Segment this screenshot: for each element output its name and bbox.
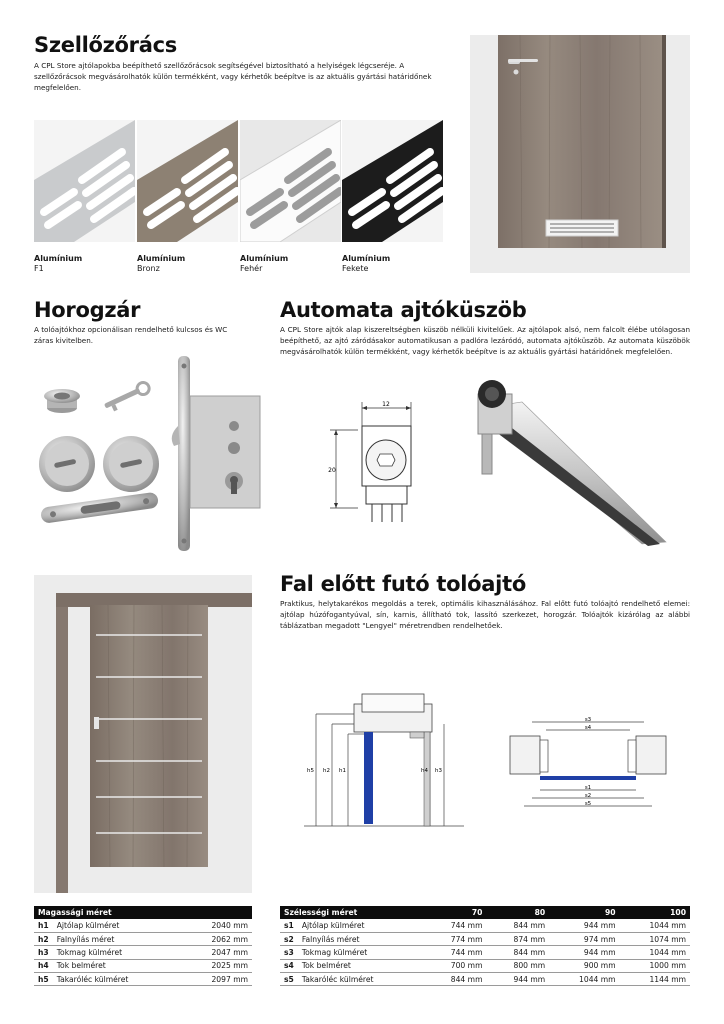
vent-text: A CPL Store ajtólapokba beépíthető szellőzőrácsok segítségével biztosítható a helyiségek légcseréje. A szellőzőrácsok megvásárolhatók külön termékként, vagy kérhetők beépítve is az aktuális gyártási határidőnek megfelelően. <box>34 61 432 92</box>
table-row: s3 Tokmag külméret 744 mm 844 mm 944 mm 1044 mm <box>280 946 690 959</box>
table-row: h2 Falnyílás méret 2062 mm <box>34 932 252 945</box>
door-vent-photo <box>470 35 690 273</box>
table-row: s4 Tok belméret 700 mm 800 mm 900 mm 1000 mm <box>280 959 690 972</box>
table-row: h4 Tok belméret 2025 mm <box>34 959 252 972</box>
vent-title: Szellőzőrács <box>34 33 177 57</box>
side-label-h1: h1 <box>339 768 346 774</box>
plan-label-s1: s1 <box>584 785 592 791</box>
width-col-80: 80 <box>486 906 549 919</box>
hook-lock-photo <box>34 356 264 551</box>
vent-swatch-bronz <box>137 120 238 242</box>
plan-label-s2: s2 <box>584 793 592 799</box>
side-label-h3: h3 <box>435 768 442 774</box>
side-label-h2: h2 <box>323 768 330 774</box>
table-row: s1 Ajtólap külméret 744 mm 844 mm 944 mm 1044 mm <box>280 919 690 932</box>
width-table-header: Szélességi méret <box>280 906 424 919</box>
side-label-h5: h5 <box>307 768 314 774</box>
vent-caption-feher: Alumínium Fehér <box>240 254 289 273</box>
sliding-plan-section-drawing <box>506 716 676 816</box>
threshold-title: Automata ajtóküszöb <box>280 298 527 322</box>
height-table <box>34 906 252 986</box>
width-col-100: 100 <box>620 906 690 919</box>
plan-label-s3: s3 <box>584 717 592 723</box>
width-table <box>280 906 690 986</box>
vent-caption-fekete: Alumínium Fekete <box>342 254 391 273</box>
hook-title: Horogzár <box>34 298 141 322</box>
height-table-header: Magassági méret <box>34 906 252 919</box>
hook-text: A tolóajtókhoz opcionálisan rendelhető kulcsos és WC záras kivitelben. <box>34 325 228 345</box>
width-col-70: 70 <box>424 906 487 919</box>
sliding-title: Fal előtt futó tolóajtó <box>280 572 526 596</box>
sliding-side-section-drawing <box>304 690 474 835</box>
table-row: h3 Tokmag külméret 2047 mm <box>34 946 252 959</box>
table-row: s5 Takaróléc külméret 844 mm 944 mm 1044 mm 1144 mm <box>280 973 690 986</box>
threshold-product-photo <box>452 372 672 547</box>
threshold-dim-width: 12 <box>382 401 390 408</box>
table-row: h1 Ajtólap külméret 2040 mm <box>34 919 252 932</box>
threshold-dim-height: 20 <box>328 467 336 474</box>
sliding-door-photo <box>34 575 252 893</box>
vent-caption-bronz: Alumínium Bronz <box>137 254 186 273</box>
side-label-h4: h4 <box>421 768 428 774</box>
vent-swatch-f1 <box>34 120 135 242</box>
plan-label-s4: s4 <box>584 725 592 731</box>
vent-swatch-fekete <box>342 120 443 242</box>
threshold-text: A CPL Store ajtók alap kiszereltségben küszöb nélküli kivitelűek. Az ajtólapok alsó, nem falcolt élébe utólagosan beépíthető, az ajtó záródásakor automatikusan a padlóra lezáródó, automata ajtóküszöb. Az automata küszöbök megvásárolhatók külön termékként, vagy kérhetők beépítve is az aktuális gyártási határidőnek megfelelően. <box>280 325 690 356</box>
table-row: s2 Falnyílás méret 774 mm 874 mm 974 mm 1074 mm <box>280 932 690 945</box>
table-row: h5 Takaróléc külméret 2097 mm <box>34 973 252 986</box>
sliding-text: Praktikus, helytakarékos megoldás a terek, optimális kihasználásához. Fal előtt futó tolóajtó rendelhető elemei: ajtólap húzófogantyúval, sín, karnis, állítható tok, lassító szerkezet, horogzár. Tolóajtók kizárólag az alábbi táblázatban megadott "Lengyel" méretrendben rendelhetőek. <box>280 599 690 630</box>
vent-swatch-feher <box>240 120 341 242</box>
plan-label-s5: s5 <box>584 801 592 807</box>
width-col-90: 90 <box>549 906 619 919</box>
threshold-section-drawing <box>326 396 426 536</box>
vent-caption-f1: Alumínium F1 <box>34 254 83 273</box>
